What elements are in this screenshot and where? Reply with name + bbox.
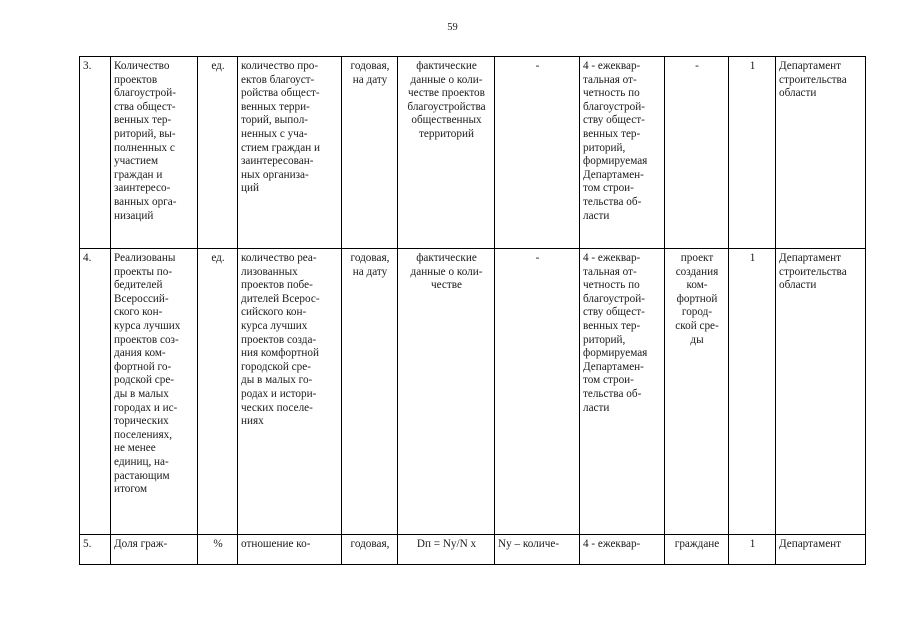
row-number-cell: 4. [80, 249, 111, 535]
observation-object-cell: - [665, 57, 729, 249]
basic-indicators-cell: - [495, 57, 580, 249]
unit-cell: % [198, 535, 238, 565]
coverage-cell: 1 [729, 57, 776, 249]
collection-method-cell: 4 - ежеквар- [580, 535, 665, 565]
coverage-cell: 1 [729, 249, 776, 535]
indicator-name-cell: Количество проектов благоустрой- ства общест- венных тер- риторий, вы- полненных с участием граждан и заинтересо- ванных орга- низаций [111, 57, 198, 249]
row-number-cell: 5. [80, 535, 111, 565]
definition-cell: количество про- ектов благоуст- ройства общест- венных терри- торий, выпол- ненных с уча- стием граждан и заинтересован- ных организа- ций [238, 57, 342, 249]
collection-method-cell: 4 - ежеквар- тальная от- четность по благоустрой- ству общест- венных тер- риторий, формируемая Департамен- том строи- тельства об- ласти [580, 249, 665, 535]
collection-method-cell: 4 - ежеквар- тальная от- четность по благоустрой- ству общест- венных тер- риторий, формируемая Департамен- том строи- тельства об- ласти [580, 57, 665, 249]
responsible-cell: Департамент строительства области [776, 57, 866, 249]
formula-cell: фактические данные о коли- честве [398, 249, 495, 535]
unit-cell: ед. [198, 249, 238, 535]
formula-cell: фактические данные о коли- честве проектов благоустройства общественных территорий [398, 57, 495, 249]
basic-indicators-cell: Nу – количе- [495, 535, 580, 565]
table-row [80, 57, 866, 249]
definition-cell: отношение ко- [238, 535, 342, 565]
indicator-name-cell: Доля граж- [111, 535, 198, 565]
observation-object-cell: проект создания ком- фортной город- ской сре- ды [665, 249, 729, 535]
indicator-name-cell: Реализованы проекты по- бедителей Всероссий- ского кон- курса лучших проектов соз- дания ком- фортной го- родской сре- ды в малых городах и ис- торических поселениях, не менее единиц, на- растающим итогом [111, 249, 198, 535]
formula-cell: Dп = Nу/N х [398, 535, 495, 565]
definition-cell: количество реа- лизованных проектов побе- дителей Всерос- сийского кон- курса лучших проектов созда- ния комфортной городской сре- ды в малых го- родах и истори- ческих поселе- ниях [238, 249, 342, 535]
basic-indicators-cell: - [495, 249, 580, 535]
table-row [80, 535, 866, 565]
page-number: 59 [447, 22, 458, 33]
indicators-table [79, 56, 866, 565]
observation-object-cell: граждане [665, 535, 729, 565]
unit-cell: ед. [198, 57, 238, 249]
periodicity-cell: годовая, [342, 535, 398, 565]
periodicity-cell: годовая, на дату [342, 249, 398, 535]
periodicity-cell: годовая, на дату [342, 57, 398, 249]
row-number-cell: 3. [80, 57, 111, 249]
table-row [80, 249, 866, 535]
coverage-cell: 1 [729, 535, 776, 565]
responsible-cell: Департамент строительства области [776, 249, 866, 535]
responsible-cell: Департамент [776, 535, 866, 565]
